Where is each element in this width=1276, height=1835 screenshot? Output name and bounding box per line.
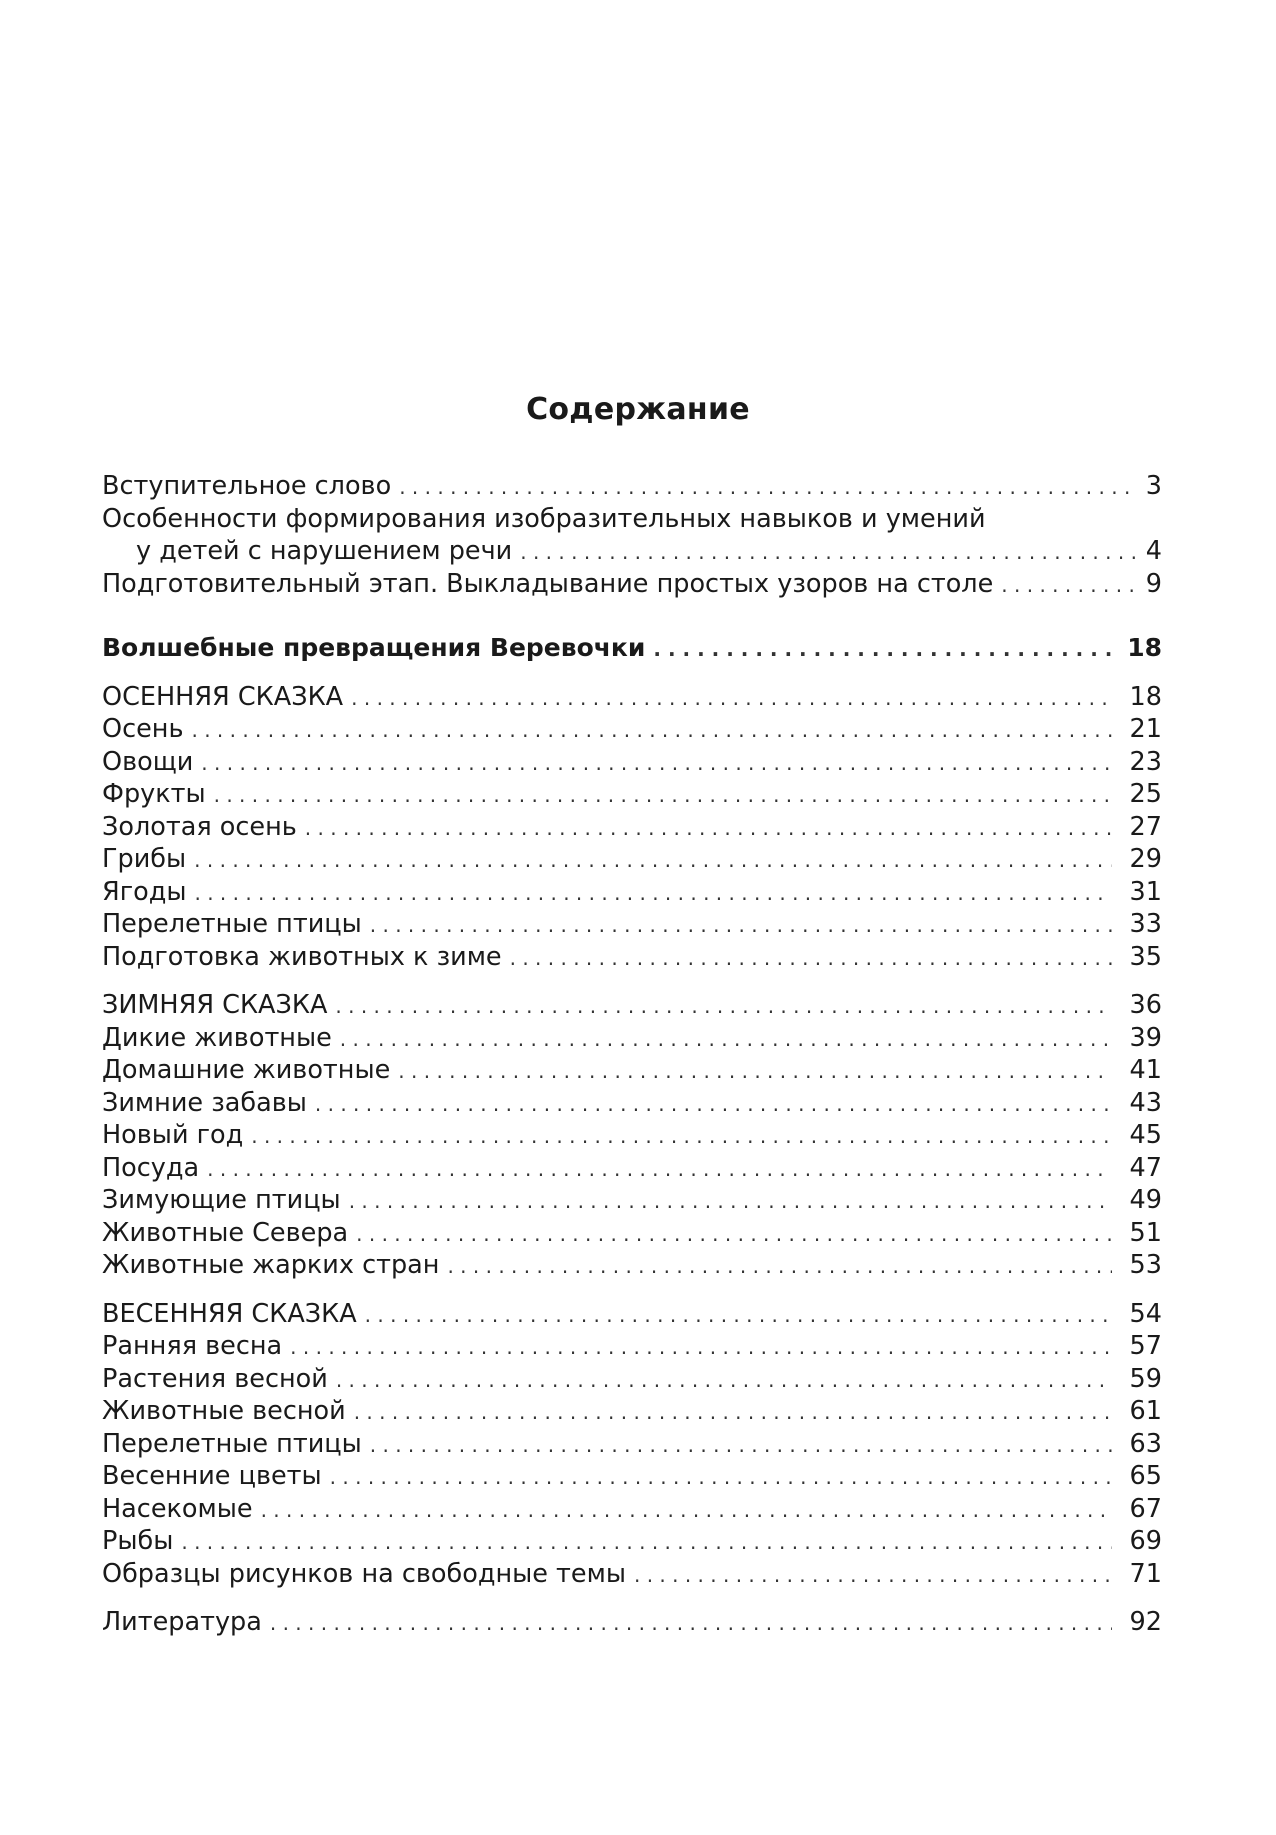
toc-group-main bbox=[102, 632, 1162, 665]
dot-leader bbox=[194, 877, 1112, 910]
toc-chapter-label: ВЕСЕННЯЯ СКАЗКА bbox=[102, 1298, 357, 1329]
toc-page-number: 3 bbox=[1145, 471, 1162, 501]
toc-entry bbox=[102, 568, 1162, 601]
dot-leader bbox=[290, 1331, 1112, 1364]
toc-page-number: 31 bbox=[1129, 876, 1162, 907]
toc-page-number: 21 bbox=[1129, 714, 1162, 744]
dot-leader bbox=[520, 536, 1136, 569]
toc-page-number: 53 bbox=[1129, 1250, 1162, 1280]
dot-leader bbox=[207, 1153, 1112, 1186]
dot-leader bbox=[305, 812, 1112, 845]
toc-entry bbox=[102, 811, 1162, 844]
dot-leader bbox=[191, 714, 1112, 747]
dot-leader bbox=[365, 1299, 1112, 1332]
toc-page-number: 23 bbox=[1129, 746, 1162, 777]
toc-page-number: 54 bbox=[1129, 1298, 1162, 1329]
toc-entry-label: Подготовка животных к зиме bbox=[102, 941, 502, 972]
toc-chapter-entry bbox=[102, 989, 1162, 1022]
toc-entry bbox=[102, 908, 1162, 941]
toc-group-autumn bbox=[102, 681, 1162, 974]
dot-leader bbox=[194, 844, 1112, 877]
toc-entry bbox=[102, 1558, 1162, 1591]
toc-entry-label: Овощи bbox=[102, 746, 194, 777]
toc-page-number: 92 bbox=[1129, 1607, 1162, 1637]
toc-page-number: 69 bbox=[1129, 1526, 1162, 1556]
toc-entry-label: Литература bbox=[102, 1607, 262, 1637]
toc-page-number: 4 bbox=[1145, 536, 1162, 566]
toc-entry bbox=[102, 1087, 1162, 1120]
toc-page-number: 65 bbox=[1129, 1461, 1162, 1491]
toc-entry-label: Весенние цветы bbox=[102, 1461, 322, 1491]
toc-entry-label: Растения весной bbox=[102, 1363, 328, 1394]
dot-leader bbox=[349, 1185, 1112, 1218]
dot-leader bbox=[653, 633, 1112, 666]
dot-leader bbox=[251, 1120, 1112, 1153]
toc-entry-label: Ягоды bbox=[102, 876, 187, 907]
toc-entry bbox=[102, 1054, 1162, 1087]
toc-entry bbox=[102, 941, 1162, 974]
toc-entry bbox=[102, 1460, 1162, 1493]
page-title: Содержание bbox=[526, 392, 750, 427]
toc-group-literature bbox=[102, 1606, 1162, 1639]
toc-page-number: 29 bbox=[1129, 844, 1162, 874]
toc-entry bbox=[102, 778, 1162, 811]
toc-page-number: 51 bbox=[1129, 1217, 1162, 1248]
table-of-contents bbox=[102, 470, 1162, 1639]
dot-leader bbox=[370, 909, 1112, 942]
toc-entry-label: Вступительное слово bbox=[102, 471, 392, 501]
toc-entry-label: Животные Севера bbox=[102, 1217, 349, 1248]
dot-leader bbox=[270, 1607, 1112, 1640]
toc-page-number: 45 bbox=[1129, 1120, 1162, 1150]
toc-page-number: 43 bbox=[1129, 1087, 1162, 1118]
toc-entry bbox=[102, 1363, 1162, 1396]
toc-page-number: 9 bbox=[1145, 568, 1162, 599]
dot-leader bbox=[351, 682, 1112, 715]
toc-entry bbox=[102, 1249, 1162, 1282]
dot-leader bbox=[510, 942, 1112, 975]
toc-page-number: 39 bbox=[1129, 1022, 1162, 1053]
toc-entry bbox=[102, 713, 1162, 746]
toc-page-number: 67 bbox=[1129, 1493, 1162, 1524]
toc-entry-label: Дикие животные bbox=[102, 1022, 332, 1053]
toc-entry bbox=[102, 843, 1162, 876]
toc-entry-label: Животные весной bbox=[102, 1396, 346, 1426]
toc-group-spring bbox=[102, 1298, 1162, 1591]
dot-leader bbox=[214, 779, 1112, 812]
toc-entry-label: Перелетные птицы bbox=[102, 909, 362, 939]
toc-page-number: 63 bbox=[1129, 1428, 1162, 1459]
toc-entry-label: Рыбы bbox=[102, 1526, 174, 1556]
dot-leader bbox=[398, 1055, 1112, 1088]
toc-entry-label-line1: Особенности формирования изобразительных навыков и умений bbox=[102, 503, 986, 534]
toc-page-number: 18 bbox=[1129, 681, 1162, 712]
toc-page-number: 49 bbox=[1129, 1185, 1162, 1215]
dot-leader bbox=[336, 1364, 1112, 1397]
toc-page-number: 18 bbox=[1127, 633, 1162, 662]
toc-entry bbox=[102, 876, 1162, 909]
toc-entry bbox=[102, 1330, 1162, 1363]
toc-entry bbox=[102, 746, 1162, 779]
toc-entry bbox=[102, 1395, 1162, 1428]
toc-group-winter bbox=[102, 989, 1162, 1282]
toc-entry-label: Новый год bbox=[102, 1120, 244, 1150]
toc-entry bbox=[102, 1152, 1162, 1185]
toc-entry bbox=[102, 1184, 1162, 1217]
toc-section-entry bbox=[102, 632, 1162, 665]
toc-page-number: 36 bbox=[1129, 990, 1162, 1020]
dot-leader bbox=[447, 1250, 1112, 1283]
toc-entry-label: Животные жарких стран bbox=[102, 1250, 440, 1280]
dot-leader bbox=[181, 1526, 1112, 1559]
toc-page-number: 71 bbox=[1129, 1558, 1162, 1589]
toc-entry-label: Грибы bbox=[102, 844, 187, 874]
dot-leader bbox=[261, 1494, 1112, 1527]
toc-page-number: 59 bbox=[1129, 1363, 1162, 1394]
toc-entry bbox=[102, 1217, 1162, 1250]
toc-entry bbox=[102, 1606, 1162, 1639]
toc-chapter-entry bbox=[102, 681, 1162, 714]
dot-leader bbox=[1001, 569, 1136, 602]
toc-entry-label: Ранняя весна bbox=[102, 1331, 283, 1361]
toc-page-number: 33 bbox=[1129, 909, 1162, 939]
toc-entry-label: Перелетные птицы bbox=[102, 1428, 362, 1459]
toc-page-number: 35 bbox=[1129, 941, 1162, 972]
toc-page-number: 57 bbox=[1129, 1331, 1162, 1361]
dot-leader bbox=[634, 1559, 1112, 1592]
toc-entry bbox=[102, 1428, 1162, 1461]
dot-leader bbox=[354, 1396, 1112, 1429]
toc-entry-label-line2: у детей с нарушением речи bbox=[136, 536, 513, 566]
toc-entry bbox=[102, 470, 1162, 503]
toc-entry bbox=[102, 1525, 1162, 1558]
dot-leader bbox=[335, 990, 1112, 1023]
toc-entry bbox=[102, 1022, 1162, 1055]
toc-chapter-label: ОСЕННЯЯ СКАЗКА bbox=[102, 681, 344, 712]
dot-leader bbox=[370, 1429, 1112, 1462]
toc-chapter-entry bbox=[102, 1298, 1162, 1331]
toc-entry bbox=[102, 1493, 1162, 1526]
toc-entry bbox=[102, 1119, 1162, 1152]
toc-entry-label: Фрукты bbox=[102, 779, 206, 809]
toc-chapter-label: ЗИМНЯЯ СКАЗКА bbox=[102, 990, 328, 1020]
toc-entry-label: Осень bbox=[102, 714, 184, 744]
toc-entry-label: Зимующие птицы bbox=[102, 1185, 341, 1215]
toc-entry bbox=[102, 535, 1162, 568]
dot-leader bbox=[315, 1088, 1112, 1121]
toc-page-number: 25 bbox=[1129, 779, 1162, 809]
toc-page-number: 61 bbox=[1129, 1396, 1162, 1426]
toc-entry-label: Насекомые bbox=[102, 1493, 253, 1524]
toc-page-number: 41 bbox=[1129, 1055, 1162, 1085]
toc-entry-label: Золотая осень bbox=[102, 811, 297, 842]
toc-entry-label: Образцы рисунков на свободные темы bbox=[102, 1558, 626, 1589]
dot-leader bbox=[399, 471, 1136, 504]
toc-entry-label: Посуда bbox=[102, 1152, 200, 1183]
toc-page-number: 47 bbox=[1129, 1152, 1162, 1183]
dot-leader bbox=[356, 1218, 1112, 1251]
dot-leader bbox=[340, 1023, 1112, 1056]
toc-group-intro bbox=[102, 470, 1162, 600]
toc-section-label: Волшебные превращения Веревочки bbox=[102, 633, 646, 662]
toc-page-number: 27 bbox=[1129, 811, 1162, 842]
toc-entry-label: Зимние забавы bbox=[102, 1087, 307, 1118]
toc-entry-label: Домашние животные bbox=[102, 1055, 391, 1085]
toc-entry-label: Подготовительный этап. Выкладывание простых узоров на столе bbox=[102, 568, 994, 599]
dot-leader bbox=[330, 1461, 1112, 1494]
dot-leader bbox=[201, 747, 1112, 780]
